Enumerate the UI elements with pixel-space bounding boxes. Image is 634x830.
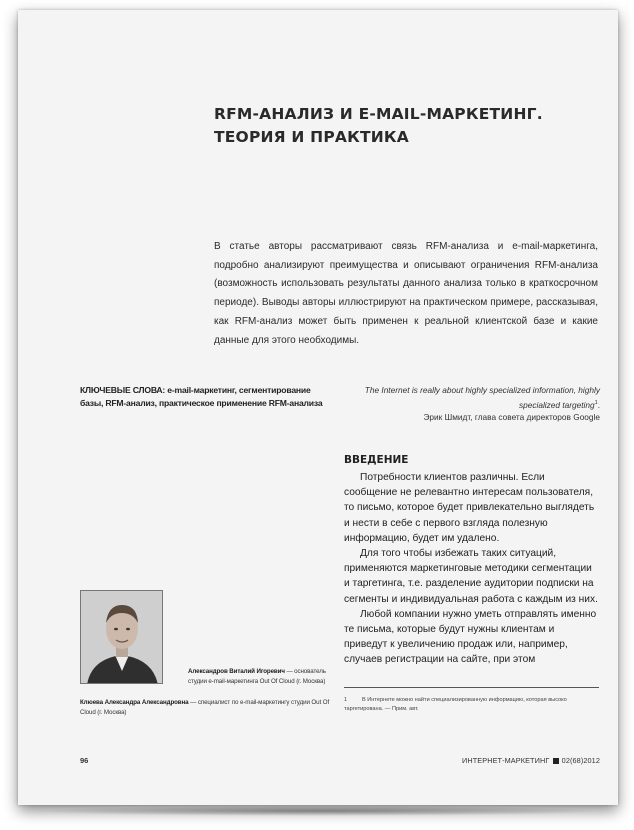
article-body [344, 470, 598, 668]
keywords: КЛЮЧЕВЫЕ СЛОВА: e-mail-маркетинг, сегментирование базы, RFM-анализ, практическое применение RFM-анализа [80, 385, 323, 408]
magazine-page [18, 10, 618, 805]
title-line-2: ТЕОРИЯ И ПРАКТИКА [214, 128, 409, 146]
footnote [344, 696, 599, 713]
epigraph-footnote-ref: 1 [594, 399, 598, 406]
body-paragraph-1: Потребности клиентов различны. Если сообщение не релевантно интересам пользователя, то письмо, которое будет привлекательно выглядеть и нести в себе с первого взгляда полезную информацию, будет им удалено. [344, 472, 595, 544]
author-2-name: Клюева Александра Александровна [80, 699, 189, 706]
journal-issue: 02(68)2012 [561, 756, 600, 765]
author-1 [188, 667, 346, 686]
article-abstract: В статье авторы рассматривают связь RFM-анализа и e-mail-маркетинга, подробно анализируют преимущества и описывают ограничения RFM-анализа (возможность использовать результаты данного анализа только в краткосрочном периоде). Выводы авторы иллюстрируют на практическом примере, рассказывая, как RFM-анализ может быть применен к реальной клиентской базе и какие данные для этого необходимы. [214, 241, 598, 346]
footnote-number: 1 [344, 697, 348, 703]
article-title [214, 103, 574, 149]
section-heading: ВВЕДЕНИЕ [344, 454, 409, 466]
journal-name: ИНТЕРНЕТ-МАРКЕТИНГ [462, 756, 550, 765]
author-photo [80, 590, 163, 684]
author-1-role: — основатель студии e-mail-маркетинга Out Of Cloud (г. Москва) [188, 668, 326, 685]
body-paragraph-2: Для того чтобы избежать таких ситуаций, применяются маркетинговые методики сегментации и таргетинга, т.е. разделение аудитории подписки на сегменты и индивидуальная работа с каждым из них. [344, 548, 598, 605]
author-2 [80, 698, 342, 717]
author-2-role: — специалист по e-mail-маркетингу студии Out Of Cloud (г. Москва) [80, 699, 330, 716]
page-number: 96 [80, 756, 89, 765]
epigraph-quote: The Internet is really about highly specialized information, highly specialized targeting [364, 385, 600, 410]
title-line-1: RFM-АНАЛИЗ И E-MAIL-МАРКЕТИНГ. [214, 105, 543, 123]
body-paragraph-3: Любой компании нужно уметь отправлять именно те письма, которые будут нужны клиентам и приведут к увеличению продаж или, например, случаев регистрации на сайте, при этом [344, 608, 597, 666]
epigraph: The Internet is really about highly specialized information, highly specialized targeting$^1$. Эрик Шмидт, глава совета директоров Google [364, 385, 600, 422]
epigraph-attribution: Эрик Шмидт, глава совета директоров Google [423, 411, 600, 422]
journal-footer [448, 756, 600, 765]
author-1-name: Александров Виталий Игоревич [188, 668, 285, 675]
page-shadow [30, 806, 606, 816]
square-separator-icon [553, 758, 559, 764]
footnote-divider [344, 687, 599, 688]
footnote-text: В Интернете можно найти специализированную информацию, которая высоко таргетирована. — Прим. авт. [344, 697, 567, 712]
